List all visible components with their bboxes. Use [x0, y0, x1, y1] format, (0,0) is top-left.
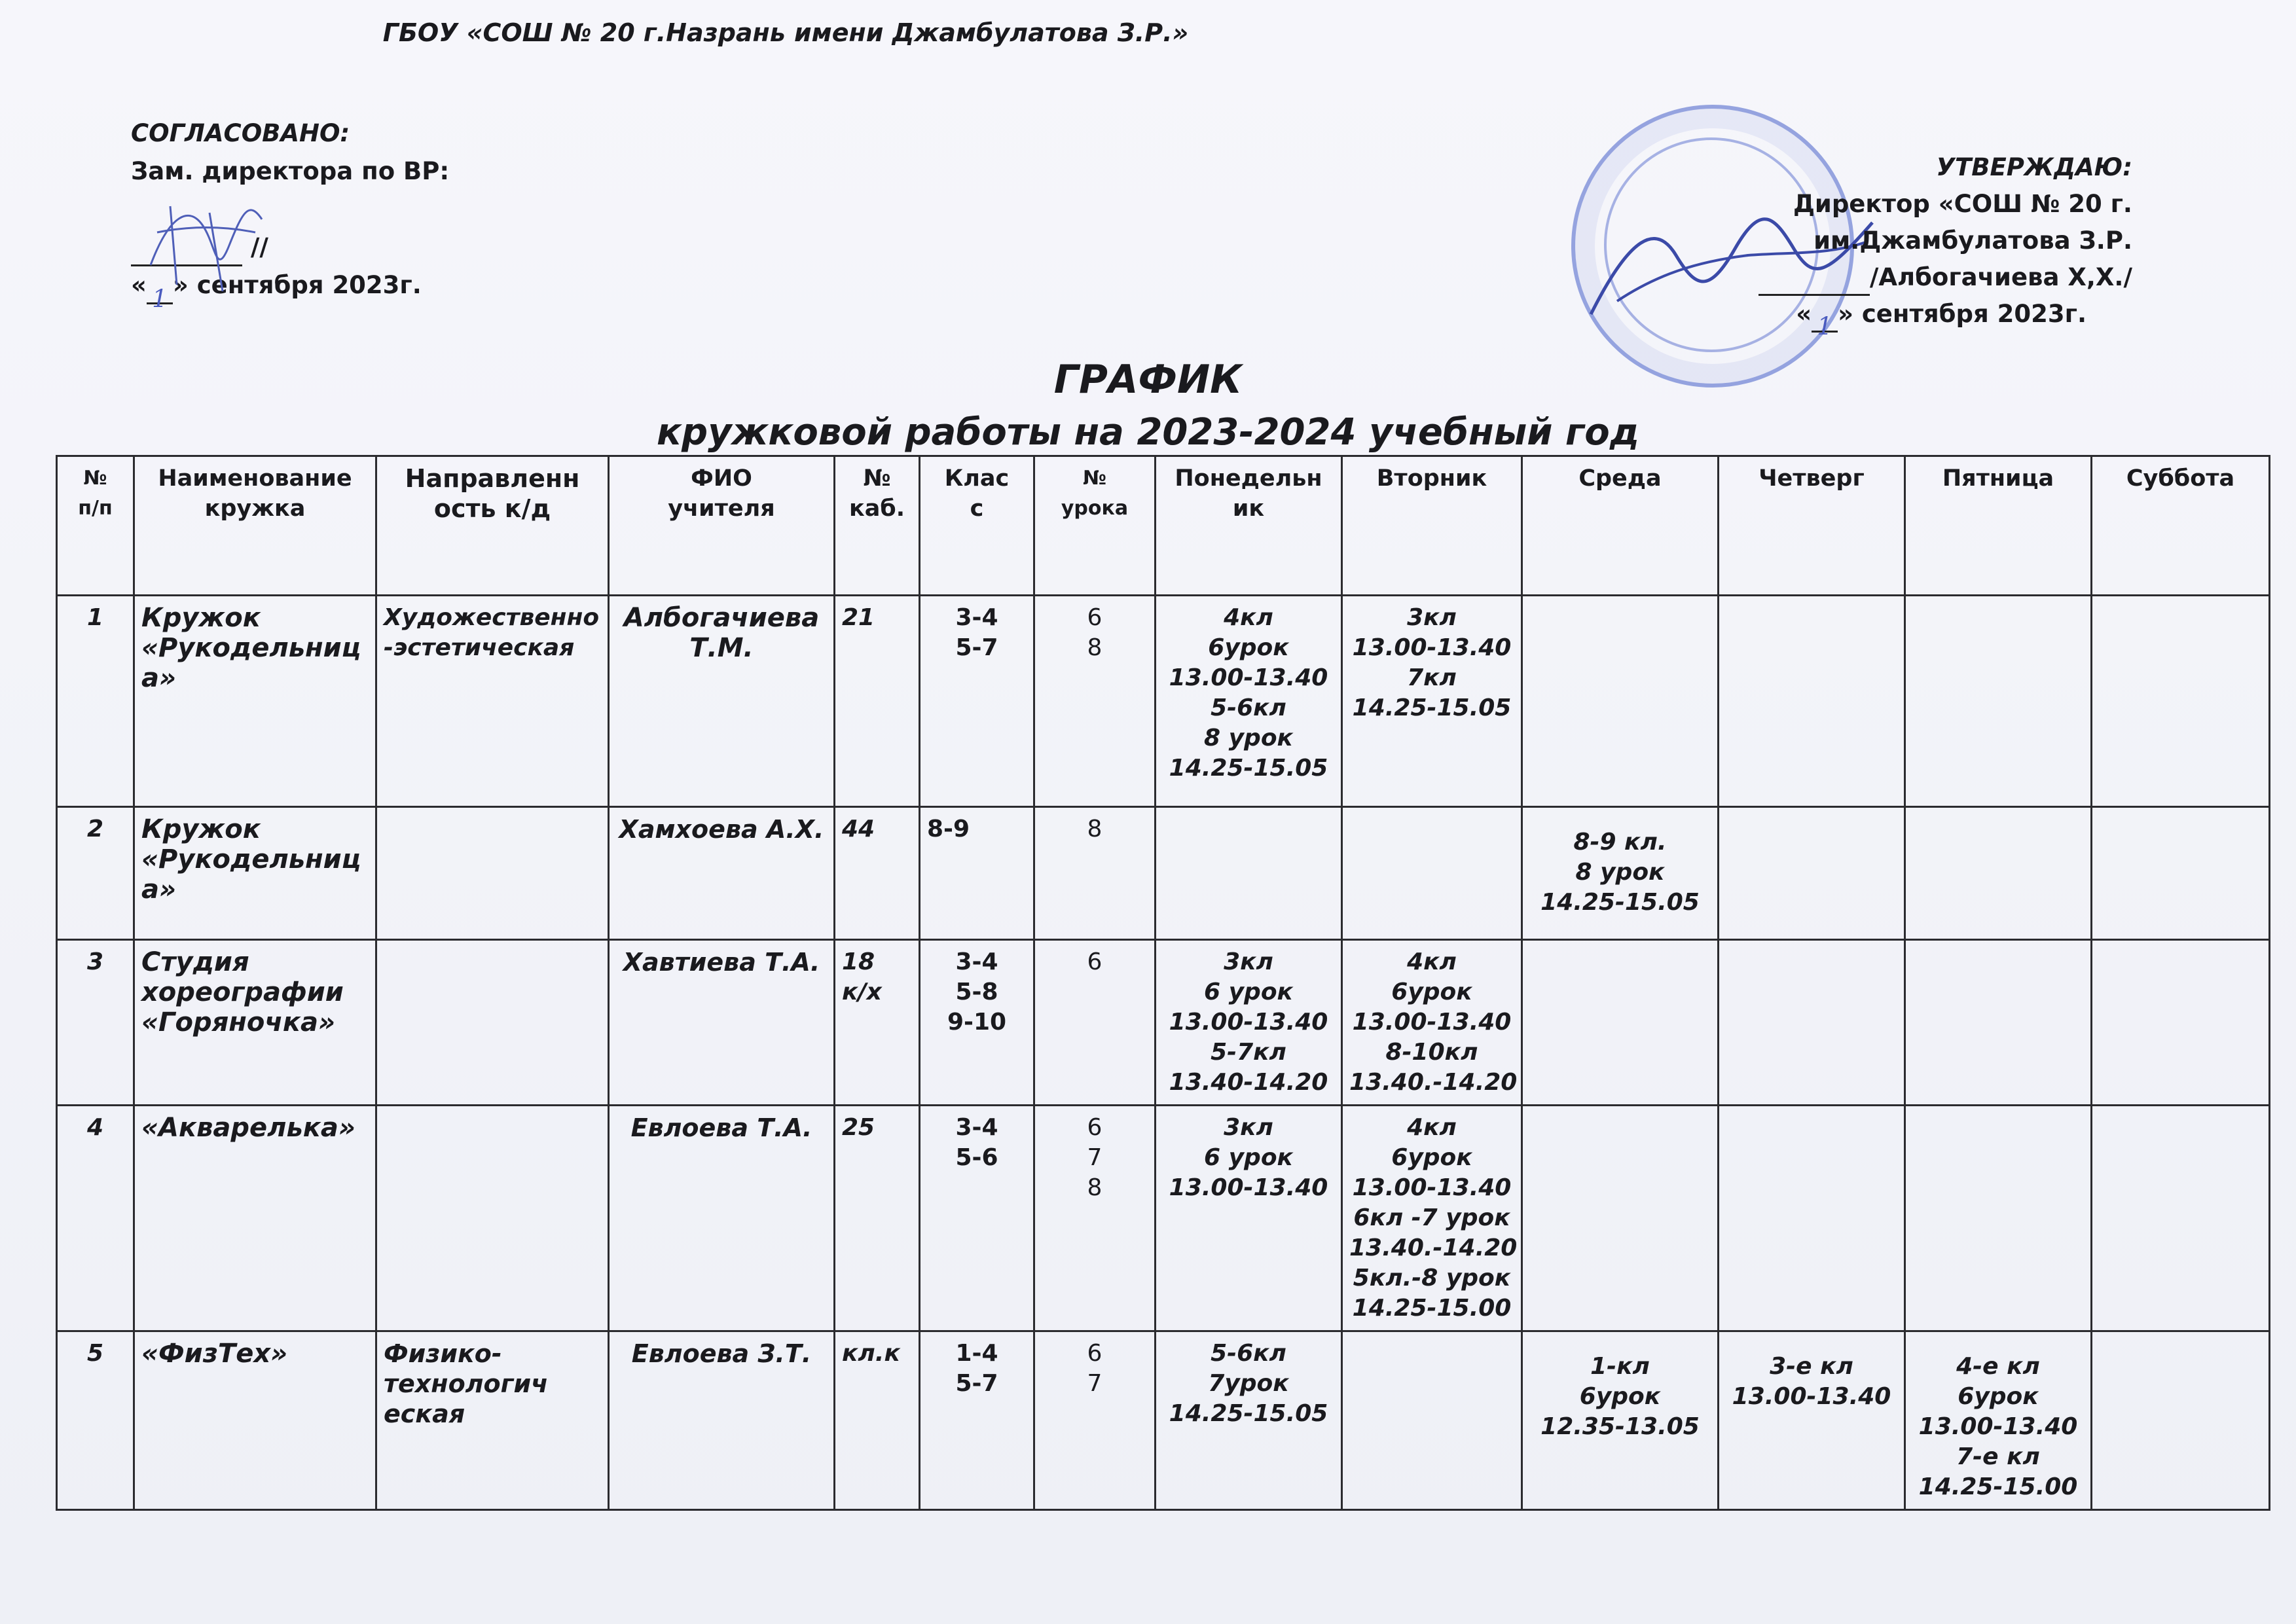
cell-thursday	[1719, 596, 1905, 807]
cell-teacher: Хамхоева А.Х.	[609, 807, 835, 940]
cell-number: 5	[57, 1331, 134, 1510]
cell-class: 3-4 5-6	[920, 1106, 1034, 1331]
approve-date-suffix: » сентября 2023г.	[1838, 300, 2086, 328]
cell-tuesday: 4кл 6урок 13.00-13.40 8-10кл 13.40.-14.20	[1342, 940, 1522, 1106]
approve-line-2: им.Джамбулатова З.Р.	[1813, 226, 2132, 255]
cell-room: 44	[835, 807, 920, 940]
col-header-thursday: Четверг	[1719, 456, 1905, 596]
document-subtitle: кружковой работы на 2023-2024 учебный год	[657, 411, 1639, 454]
cell-wednesday	[1522, 1106, 1719, 1331]
approve-line-1: Директор «СОШ № 20 г.	[1793, 190, 2132, 218]
cell-number: 2	[57, 807, 134, 940]
cell-room: 18 к/х	[835, 940, 920, 1106]
agreed-signature	[131, 187, 288, 298]
col-header-lesson: № урока	[1034, 456, 1156, 596]
cell-wednesday	[1522, 596, 1719, 807]
cell-thursday	[1719, 1106, 1905, 1331]
col-header-club-name: Наименование кружка	[134, 456, 376, 596]
cell-teacher: Хавтиева Т.А.	[609, 940, 835, 1106]
cell-tuesday: 4кл 6урок 13.00-13.40 6кл -7 урок 13.40.-14.20 5кл.-8 урок 14.25-15.00	[1342, 1106, 1522, 1331]
approve-signature-line	[1758, 259, 2132, 296]
cell-number: 3	[57, 940, 134, 1106]
table-row	[57, 1106, 2270, 1331]
cell-lesson: 6	[1034, 940, 1156, 1106]
cell-saturday	[2092, 596, 2270, 807]
cell-class: 8-9	[920, 807, 1034, 940]
table-row	[57, 807, 2270, 940]
cell-saturday	[2092, 1106, 2270, 1331]
cell-thursday: 3-е кл 13.00-13.40	[1719, 1331, 1905, 1510]
cell-friday	[1905, 940, 2092, 1106]
cell-friday	[1905, 596, 2092, 807]
agreed-sign-suffix: //	[250, 233, 268, 261]
cell-tuesday	[1342, 807, 1522, 940]
approve-date	[1758, 296, 2086, 340]
cell-lesson: 6 7 8	[1034, 1106, 1156, 1331]
cell-friday	[1905, 807, 2092, 940]
cell-club-name: «ФизТех»	[134, 1331, 376, 1510]
cell-tuesday: 3кл 13.00-13.40 7кл 14.25-15.05	[1342, 596, 1522, 807]
table-header-row	[57, 456, 2270, 596]
cell-lesson: 6 8	[1034, 596, 1156, 807]
cell-saturday	[2092, 940, 2270, 1106]
cell-class: 3-4 5-7	[920, 596, 1034, 807]
cell-monday: 3кл 6 урок 13.00-13.40	[1156, 1106, 1342, 1331]
col-header-room: № каб.	[835, 456, 920, 596]
cell-direction: Художественно -эстетическая	[376, 596, 609, 807]
col-header-number: № п/п	[57, 456, 134, 596]
approve-date-prefix: «	[1796, 300, 1812, 328]
schedule-table	[56, 455, 2270, 1511]
cell-saturday	[2092, 807, 2270, 940]
cell-lesson: 8	[1034, 807, 1156, 940]
cell-monday: 4кл 6урок 13.00-13.40 5-6кл 8 урок 14.25-15.05	[1156, 596, 1342, 807]
agreed-date-prefix: «	[131, 271, 147, 299]
cell-class: 3-4 5-8 9-10	[920, 940, 1034, 1106]
cell-class: 1-4 5-7	[920, 1331, 1034, 1510]
table-row	[57, 1331, 2270, 1510]
cell-direction	[376, 1106, 609, 1331]
cell-monday	[1156, 807, 1342, 940]
approve-block	[1758, 149, 2132, 340]
cell-friday: 4-е кл 6урок 13.00-13.40 7-е кл 14.25-15.00	[1905, 1331, 2092, 1510]
agreed-date-suffix: » сентября 2023г.	[172, 271, 422, 299]
cell-room: кл.к	[835, 1331, 920, 1510]
col-header-saturday: Суббота	[2092, 456, 2270, 596]
cell-monday: 5-6кл 7урок 14.25-15.05	[1156, 1331, 1342, 1510]
cell-room: 21	[835, 596, 920, 807]
col-header-tuesday: Вторник	[1342, 456, 1522, 596]
table-row	[57, 596, 2270, 807]
cell-direction	[376, 807, 609, 940]
cell-teacher: Евлоева З.Т.	[609, 1331, 835, 1510]
cell-direction: Физико- технологич еская	[376, 1331, 609, 1510]
cell-teacher: Евлоева Т.А.	[609, 1106, 835, 1331]
table-row	[57, 940, 2270, 1106]
cell-club-name: Кружок «Рукодельниц а»	[134, 807, 376, 940]
cell-wednesday	[1522, 940, 1719, 1106]
cell-room: 25	[835, 1106, 920, 1331]
cell-number: 1	[57, 596, 134, 807]
agreed-date-day: 1	[147, 280, 173, 304]
document-title: ГРАФИК	[1053, 357, 1243, 403]
cell-club-name: Студия хореографии «Горяночка»	[134, 940, 376, 1106]
cell-thursday	[1719, 807, 1905, 940]
cell-wednesday: 8-9 кл. 8 урок 14.25-15.05	[1522, 807, 1719, 940]
cell-friday	[1905, 1106, 2092, 1331]
cell-saturday	[2092, 1331, 2270, 1510]
signature-underline	[1758, 272, 1870, 296]
cell-tuesday	[1342, 1331, 1522, 1510]
cell-wednesday: 1-кл 6урок 12.35-13.05	[1522, 1331, 1719, 1510]
organization-name: ГБОУ «СОШ № 20 г.Назрань имени Джамбулатова З.Р.»	[382, 18, 1189, 47]
cell-thursday	[1719, 940, 1905, 1106]
col-header-teacher: ФИО учителя	[609, 456, 835, 596]
cell-teacher: Албогачиева Т.М.	[609, 596, 835, 807]
approve-title: УТВЕРЖДАЮ:	[1936, 153, 2132, 181]
cell-number: 4	[57, 1106, 134, 1331]
cell-direction	[376, 940, 609, 1106]
cell-lesson: 6 7	[1034, 1331, 1156, 1510]
agreed-title: СОГЛАСОВАНО:	[131, 119, 350, 147]
cell-monday: 3кл 6 урок 13.00-13.40 5-7кл 13.40-14.20	[1156, 940, 1342, 1106]
cell-club-name: «Акварелька»	[134, 1106, 376, 1331]
col-header-direction: Направленн ость к/д	[376, 456, 609, 596]
col-header-class: Клас с	[920, 456, 1034, 596]
approve-line-3: /Албогачиева Х,Х./	[1869, 263, 2132, 291]
cell-club-name: Кружок «Рукодельниц а»	[134, 596, 376, 807]
agreed-position: Зам. директора по ВР:	[131, 157, 450, 185]
approve-date-day: 1	[1812, 308, 1838, 333]
col-header-friday: Пятница	[1905, 456, 2092, 596]
col-header-monday: Понедельн ик	[1156, 456, 1342, 596]
col-header-wednesday: Среда	[1522, 456, 1719, 596]
